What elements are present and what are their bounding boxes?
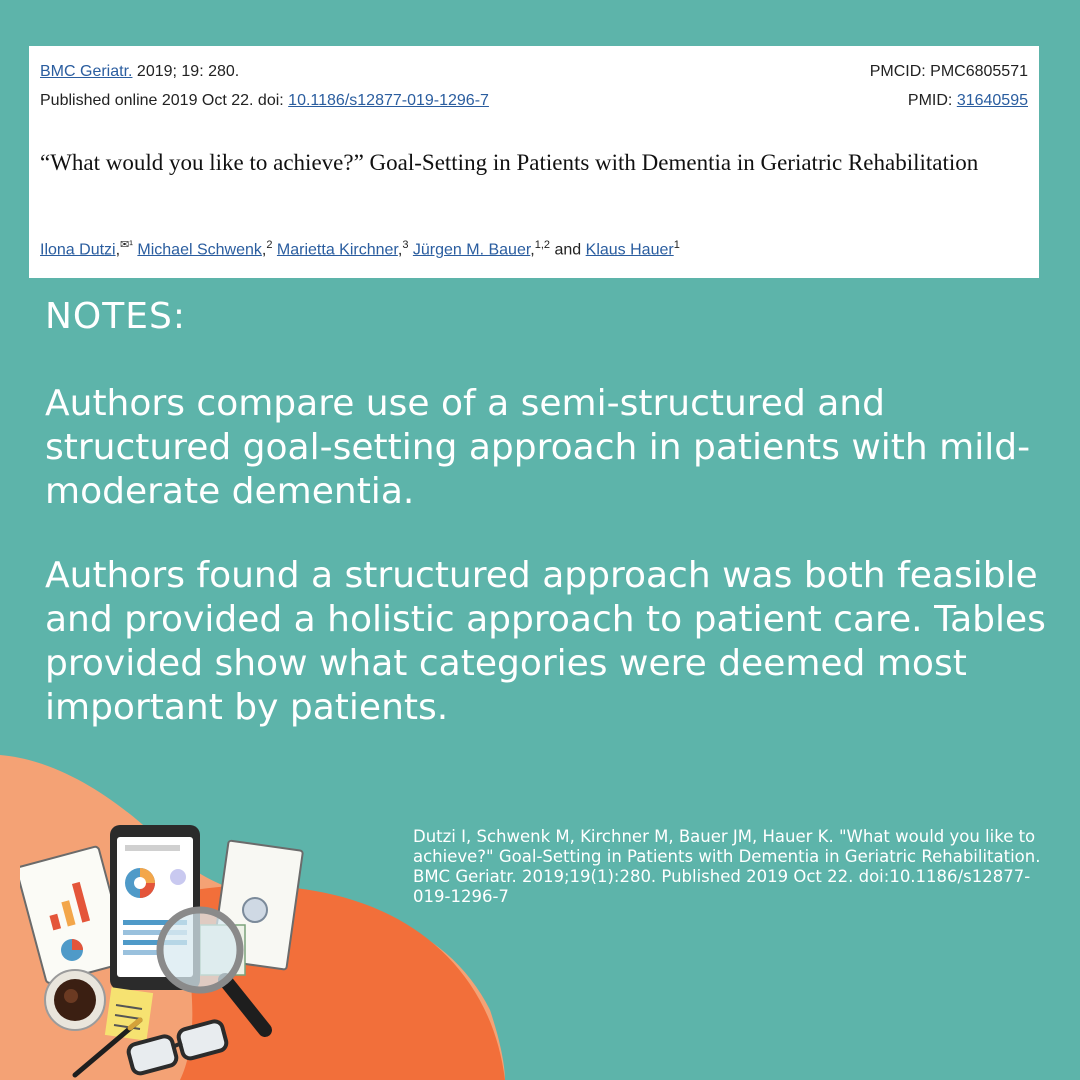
author-affiliation: 1 (673, 239, 680, 251)
citation-card (29, 46, 1039, 278)
pmcid: PMCID: PMC6805571 (869, 63, 1028, 80)
author-affiliation: 1,2 (534, 239, 551, 251)
author-link[interactable]: Ilona Dutzi (40, 241, 116, 259)
sticky-note-icon (105, 987, 153, 1040)
pmid-line: PMID: 31640595 (907, 92, 1028, 109)
pmid-link[interactable]: 31640595 (956, 92, 1028, 109)
authors-and: and (554, 241, 582, 259)
author-affiliation: 2 (266, 239, 273, 251)
notes-heading: NOTES: (45, 296, 186, 337)
journal-link[interactable]: BMC Geriatr. (40, 63, 133, 80)
notes-paragraph: Authors found a structured approach was both feasible and provided a holistic approach to patient care. Tables provided show what categories were deemed most important by patients. (45, 555, 1046, 728)
author-affiliation: 3 (402, 239, 409, 251)
doi-link[interactable]: 10.1186/s12877-019-1296-7 (288, 92, 489, 109)
reference-citation: Dutzi I, Schwenk M, Kirchner M, Bauer JM, Hauer K. "What would you like to achieve?" Goal-Setting in Patients with Dementia in Geriatric Rehabilitation. BMC Geriatr. 2019;19(1):280. Published 2019 Oct 22. doi:10.1186/s12877-019-1296-7 (413, 827, 1041, 906)
author-link[interactable]: Jürgen M. Bauer (412, 241, 531, 259)
author-link[interactable]: Michael Schwenk (137, 241, 262, 259)
research-illustration (20, 815, 320, 1080)
notes-paragraph: Authors compare use of a semi-structured and structured goal-setting approach in patients with mild-moderate dementia. (45, 383, 1031, 512)
author-link[interactable]: Klaus Hauer (585, 241, 674, 259)
author-list: Ilona Dutzi,$^{✉^1}$ Michael Schwenk,$^2$ Marietta Kirchner,$^3$ Jürgen M. Bauer,$^{1,2}$ and Klaus Hauer$^1$ (40, 239, 680, 259)
journal-line: BMC Geriatr. 2019; 19: 280. (40, 63, 240, 80)
author-link[interactable]: Marietta Kirchner (276, 241, 398, 259)
coffee-cup-icon (45, 970, 105, 1030)
author-affiliation: ✉¹ (120, 239, 133, 251)
article-title: “What would you like to achieve?” Goal-Setting in Patients with Dementia in Geriatric Rehabilitation (40, 150, 979, 175)
published-line: Published online 2019 Oct 22. doi: 10.1186/s12877-019-1296-7 (40, 92, 489, 109)
